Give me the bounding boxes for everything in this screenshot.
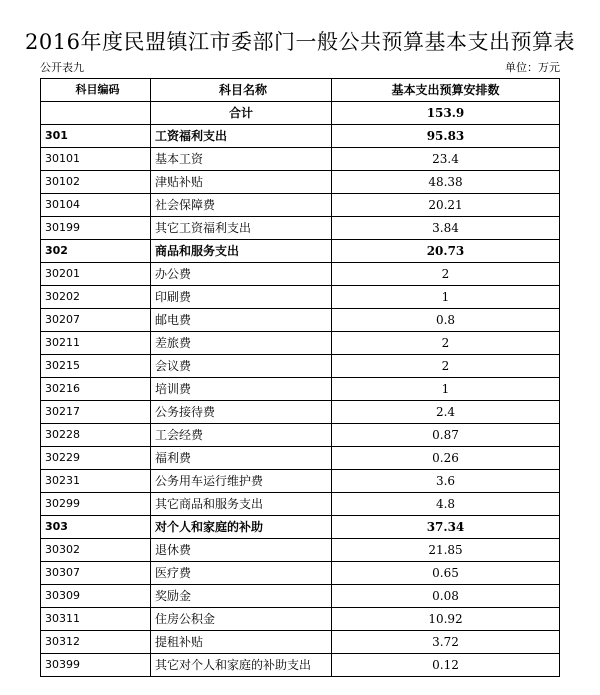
header-amount: 基本支出预算安排数 xyxy=(332,79,560,102)
table-row xyxy=(41,654,560,677)
row-amount: 37.34 xyxy=(332,516,560,539)
table-row xyxy=(41,401,560,424)
row-code: 30399 xyxy=(41,654,151,677)
row-code: 30307 xyxy=(41,562,151,585)
row-name: 其它商品和服务支出 xyxy=(151,493,332,516)
row-name: 医疗费 xyxy=(151,562,332,585)
row-amount: 0.08 xyxy=(332,585,560,608)
row-amount: 4.8 xyxy=(332,493,560,516)
row-amount: 0.26 xyxy=(332,447,560,470)
total-row xyxy=(41,102,560,125)
row-name: 其它对个人和家庭的补助支出 xyxy=(151,654,332,677)
row-code: 30102 xyxy=(41,171,151,194)
row-code: 30207 xyxy=(41,309,151,332)
table-row xyxy=(41,424,560,447)
row-code: 30299 xyxy=(41,493,151,516)
row-amount: 0.87 xyxy=(332,424,560,447)
row-name: 工资福利支出 xyxy=(151,125,332,148)
total-code-cell xyxy=(41,102,151,125)
row-name: 培训费 xyxy=(151,378,332,401)
table-row xyxy=(41,125,560,148)
table-row xyxy=(41,447,560,470)
row-amount: 1 xyxy=(332,378,560,401)
table-row xyxy=(41,562,560,585)
row-name: 其它工资福利支出 xyxy=(151,217,332,240)
row-amount: 2.4 xyxy=(332,401,560,424)
table-row xyxy=(41,355,560,378)
row-amount: 3.84 xyxy=(332,217,560,240)
row-amount: 2 xyxy=(332,355,560,378)
table-row xyxy=(41,217,560,240)
row-code: 30217 xyxy=(41,401,151,424)
row-code: 30201 xyxy=(41,263,151,286)
row-code: 30302 xyxy=(41,539,151,562)
total-amount: 153.9 xyxy=(332,102,560,125)
total-label: 合计 xyxy=(151,102,332,125)
row-amount: 3.72 xyxy=(332,631,560,654)
row-amount: 23.4 xyxy=(332,148,560,171)
table-row xyxy=(41,148,560,171)
row-name: 基本工资 xyxy=(151,148,332,171)
table-meta xyxy=(40,60,560,76)
row-code: 303 xyxy=(41,516,151,539)
table-header-row xyxy=(41,79,560,102)
row-amount: 1 xyxy=(332,286,560,309)
row-code: 30215 xyxy=(41,355,151,378)
row-name: 差旅费 xyxy=(151,332,332,355)
table-row xyxy=(41,539,560,562)
row-code: 30101 xyxy=(41,148,151,171)
row-name: 提租补贴 xyxy=(151,631,332,654)
row-name: 对个人和家庭的补助 xyxy=(151,516,332,539)
row-amount: 20.21 xyxy=(332,194,560,217)
table-row xyxy=(41,194,560,217)
row-code: 30312 xyxy=(41,631,151,654)
row-code: 30104 xyxy=(41,194,151,217)
page-title: 2016年度民盟镇江市委部门一般公共预算基本支出预算表 xyxy=(25,30,575,54)
row-name: 印刷费 xyxy=(151,286,332,309)
table-row xyxy=(41,240,560,263)
row-code: 30211 xyxy=(41,332,151,355)
row-code: 30228 xyxy=(41,424,151,447)
row-code: 30202 xyxy=(41,286,151,309)
row-code: 301 xyxy=(41,125,151,148)
row-name: 退休费 xyxy=(151,539,332,562)
row-name: 福利费 xyxy=(151,447,332,470)
row-code: 302 xyxy=(41,240,151,263)
row-amount: 2 xyxy=(332,263,560,286)
row-name: 商品和服务支出 xyxy=(151,240,332,263)
header-code: 科目编码 xyxy=(41,79,151,102)
table-row xyxy=(41,286,560,309)
table-row xyxy=(41,470,560,493)
row-amount: 2 xyxy=(332,332,560,355)
row-name: 津贴补贴 xyxy=(151,171,332,194)
row-amount: 0.12 xyxy=(332,654,560,677)
table-row xyxy=(41,332,560,355)
row-name: 办公费 xyxy=(151,263,332,286)
table-row xyxy=(41,516,560,539)
table-row xyxy=(41,585,560,608)
table-label: 公开表九 xyxy=(40,61,84,74)
table-row xyxy=(41,263,560,286)
row-amount: 3.6 xyxy=(332,470,560,493)
unit-label: 单位：万元 xyxy=(505,61,560,74)
table-row xyxy=(41,171,560,194)
row-amount: 95.83 xyxy=(332,125,560,148)
row-name: 工会经费 xyxy=(151,424,332,447)
row-name: 社会保障费 xyxy=(151,194,332,217)
row-code: 30199 xyxy=(41,217,151,240)
row-code: 30216 xyxy=(41,378,151,401)
row-amount: 0.65 xyxy=(332,562,560,585)
table-row xyxy=(41,631,560,654)
row-name: 邮电费 xyxy=(151,309,332,332)
row-name: 奖励金 xyxy=(151,585,332,608)
table-row xyxy=(41,309,560,332)
row-amount: 10.92 xyxy=(332,608,560,631)
row-amount: 48.38 xyxy=(332,171,560,194)
table-row xyxy=(41,608,560,631)
row-name: 住房公积金 xyxy=(151,608,332,631)
row-code: 30229 xyxy=(41,447,151,470)
row-amount: 20.73 xyxy=(332,240,560,263)
budget-table xyxy=(40,78,560,677)
table-row xyxy=(41,493,560,516)
header-name: 科目名称 xyxy=(151,79,332,102)
row-amount: 21.85 xyxy=(332,539,560,562)
row-name: 会议费 xyxy=(151,355,332,378)
row-code: 30231 xyxy=(41,470,151,493)
row-name: 公务用车运行维护费 xyxy=(151,470,332,493)
row-name: 公务接待费 xyxy=(151,401,332,424)
row-amount: 0.8 xyxy=(332,309,560,332)
row-code: 30311 xyxy=(41,608,151,631)
table-row xyxy=(41,378,560,401)
row-code: 30309 xyxy=(41,585,151,608)
